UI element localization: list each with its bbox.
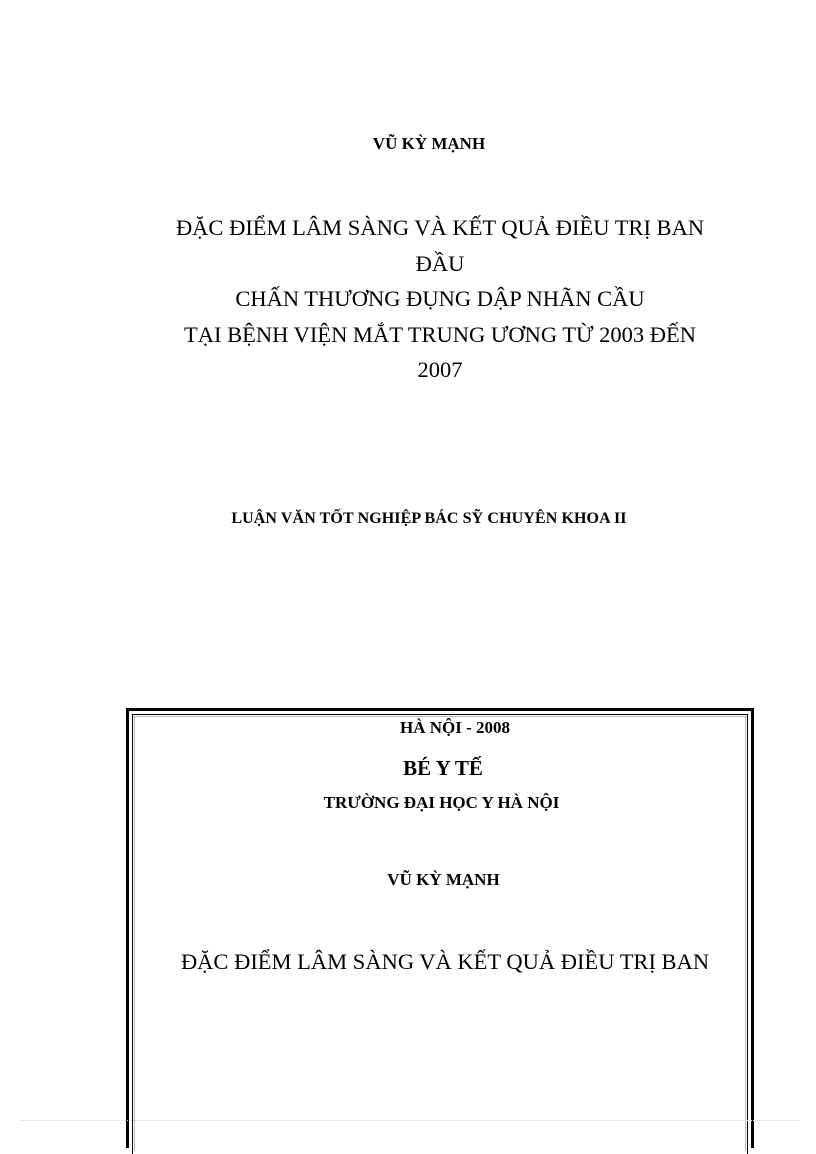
page-bottom-divider (20, 1120, 800, 1121)
thesis-title-line: ĐẦU (415, 250, 465, 276)
ministry-name: BÉ Y TẾ (403, 756, 483, 780)
framed-title-line: ĐẶC ĐIỂM LÂM SÀNG VÀ KẾT QUẢ ĐIỀU TRỊ BAN (180, 949, 710, 974)
thesis-type: LUẬN VĂN TỐT NGHIỆP BÁC SỸ CHUYÊN KHOA II (231, 510, 627, 527)
thesis-title-line: 2007 (417, 357, 463, 382)
thesis-title-line: CHẤN THƯƠNG ĐỤNG DẬP NHÃN CẦU (235, 286, 645, 311)
thesis-title-line: TẠI BỆNH VIỆN MẮT TRUNG ƯƠNG TỪ 2003 ĐẾN (184, 321, 696, 347)
thesis-title (140, 210, 740, 388)
framed-author-name: VŨ KỲ MẠNH (387, 870, 500, 889)
thesis-title-line: ĐẶC ĐIỂM LÂM SÀNG VÀ KẾT QUẢ ĐIỀU TRỊ BAN (175, 215, 705, 240)
place-year: HÀ NỘI - 2008 (399, 718, 511, 737)
school-name: TRƯỜNG ĐẠI HỌC Y HÀ NỘI (323, 793, 560, 812)
author-name: VŨ KỲ MẠNH (372, 134, 486, 153)
